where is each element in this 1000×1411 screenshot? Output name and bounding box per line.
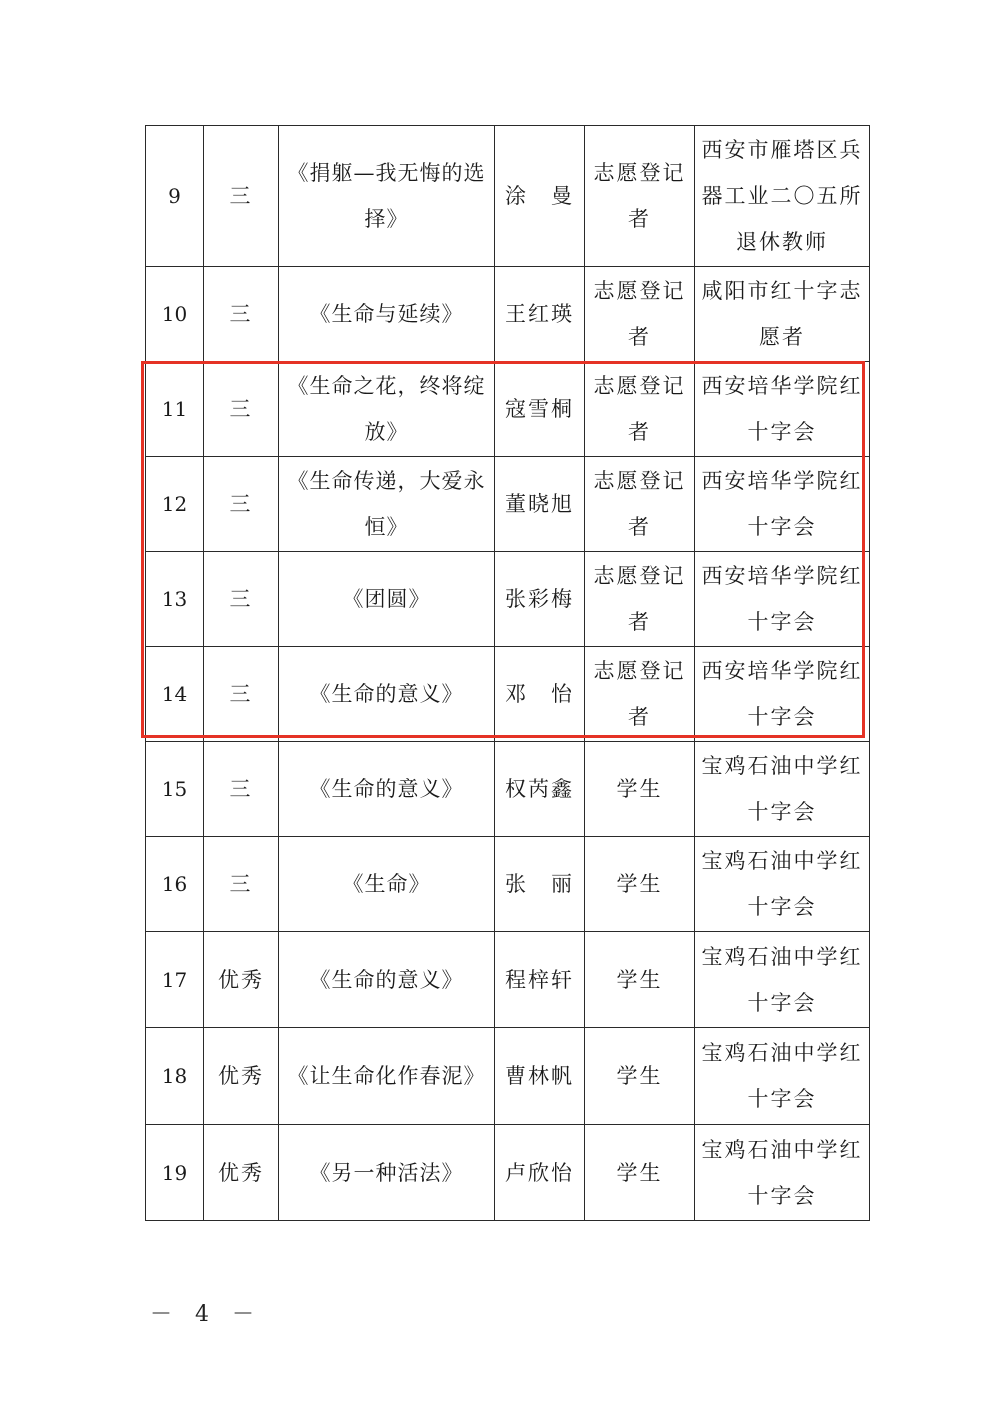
work-title: 《生命》 — [279, 837, 495, 932]
author-name: 张 丽 — [495, 837, 585, 932]
author-identity: 志愿登记者 — [585, 647, 695, 742]
author-name: 邓 怡 — [495, 647, 585, 742]
author-identity: 学生 — [585, 932, 695, 1028]
award-grade: 优秀 — [204, 1028, 279, 1125]
author-unit: 西安培华学院红十字会 — [695, 647, 870, 742]
row-number: 12 — [146, 457, 204, 552]
author-name: 曹林帆 — [495, 1028, 585, 1125]
author-identity: 学生 — [585, 837, 695, 932]
author-identity: 志愿登记者 — [585, 126, 695, 267]
table-row — [146, 742, 870, 837]
work-title: 《生命与延续》 — [279, 267, 495, 362]
row-number: 9 — [146, 126, 204, 267]
table-row — [146, 1125, 870, 1221]
author-unit: 西安市雁塔区兵器工业二〇五所退休教师 — [695, 126, 870, 267]
author-unit: 咸阳市红十字志愿者 — [695, 267, 870, 362]
table-row — [146, 126, 870, 267]
author-identity: 志愿登记者 — [585, 552, 695, 647]
award-grade: 三 — [204, 126, 279, 267]
author-unit: 宝鸡石油中学红十字会 — [695, 742, 870, 837]
author-unit: 宝鸡石油中学红十字会 — [695, 932, 870, 1028]
award-grade: 三 — [204, 267, 279, 362]
table-row — [146, 837, 870, 932]
award-grade: 三 — [204, 457, 279, 552]
table-row — [146, 457, 870, 552]
work-title: 《捐躯—我无悔的选择》 — [279, 126, 495, 267]
award-grade: 三 — [204, 742, 279, 837]
page-number: － 4 － — [150, 1302, 262, 1327]
table-row — [146, 1028, 870, 1125]
author-unit: 西安培华学院红十字会 — [695, 552, 870, 647]
author-unit: 宝鸡石油中学红十字会 — [695, 837, 870, 932]
table-row — [146, 362, 870, 457]
author-name: 董晓旭 — [495, 457, 585, 552]
awards-table — [145, 125, 870, 1221]
author-unit: 宝鸡石油中学红十字会 — [695, 1028, 870, 1125]
author-unit: 西安培华学院红十字会 — [695, 457, 870, 552]
work-title: 《生命的意义》 — [279, 932, 495, 1028]
work-title: 《另一种活法》 — [279, 1125, 495, 1221]
row-number: 11 — [146, 362, 204, 457]
author-identity: 志愿登记者 — [585, 362, 695, 457]
author-identity: 学生 — [585, 742, 695, 837]
row-number: 10 — [146, 267, 204, 362]
author-identity: 志愿登记者 — [585, 267, 695, 362]
work-title: 《生命之花，终将绽放》 — [279, 362, 495, 457]
row-number: 16 — [146, 837, 204, 932]
award-grade: 优秀 — [204, 1125, 279, 1221]
table-row — [146, 932, 870, 1028]
author-name: 王红瑛 — [495, 267, 585, 362]
award-grade: 三 — [204, 647, 279, 742]
table-row — [146, 647, 870, 742]
award-grade: 三 — [204, 837, 279, 932]
work-title: 《让生命化作春泥》 — [279, 1028, 495, 1125]
award-grade: 优秀 — [204, 932, 279, 1028]
row-number: 14 — [146, 647, 204, 742]
row-number: 17 — [146, 932, 204, 1028]
work-title: 《生命的意义》 — [279, 742, 495, 837]
author-name: 张彩梅 — [495, 552, 585, 647]
author-unit: 宝鸡石油中学红十字会 — [695, 1125, 870, 1221]
work-title: 《生命传递，大爱永恒》 — [279, 457, 495, 552]
table-row — [146, 267, 870, 362]
work-title: 《生命的意义》 — [279, 647, 495, 742]
award-grade: 三 — [204, 552, 279, 647]
author-name: 权芮鑫 — [495, 742, 585, 837]
table-row — [146, 552, 870, 647]
author-identity: 志愿登记者 — [585, 457, 695, 552]
author-name: 卢欣怡 — [495, 1125, 585, 1221]
row-number: 18 — [146, 1028, 204, 1125]
author-name: 涂 曼 — [495, 126, 585, 267]
author-unit: 西安培华学院红十字会 — [695, 362, 870, 457]
work-title: 《团圆》 — [279, 552, 495, 647]
author-name: 寇雪桐 — [495, 362, 585, 457]
author-identity: 学生 — [585, 1125, 695, 1221]
award-grade: 三 — [204, 362, 279, 457]
row-number: 15 — [146, 742, 204, 837]
author-name: 程梓轩 — [495, 932, 585, 1028]
row-number: 13 — [146, 552, 204, 647]
author-identity: 学生 — [585, 1028, 695, 1125]
row-number: 19 — [146, 1125, 204, 1221]
